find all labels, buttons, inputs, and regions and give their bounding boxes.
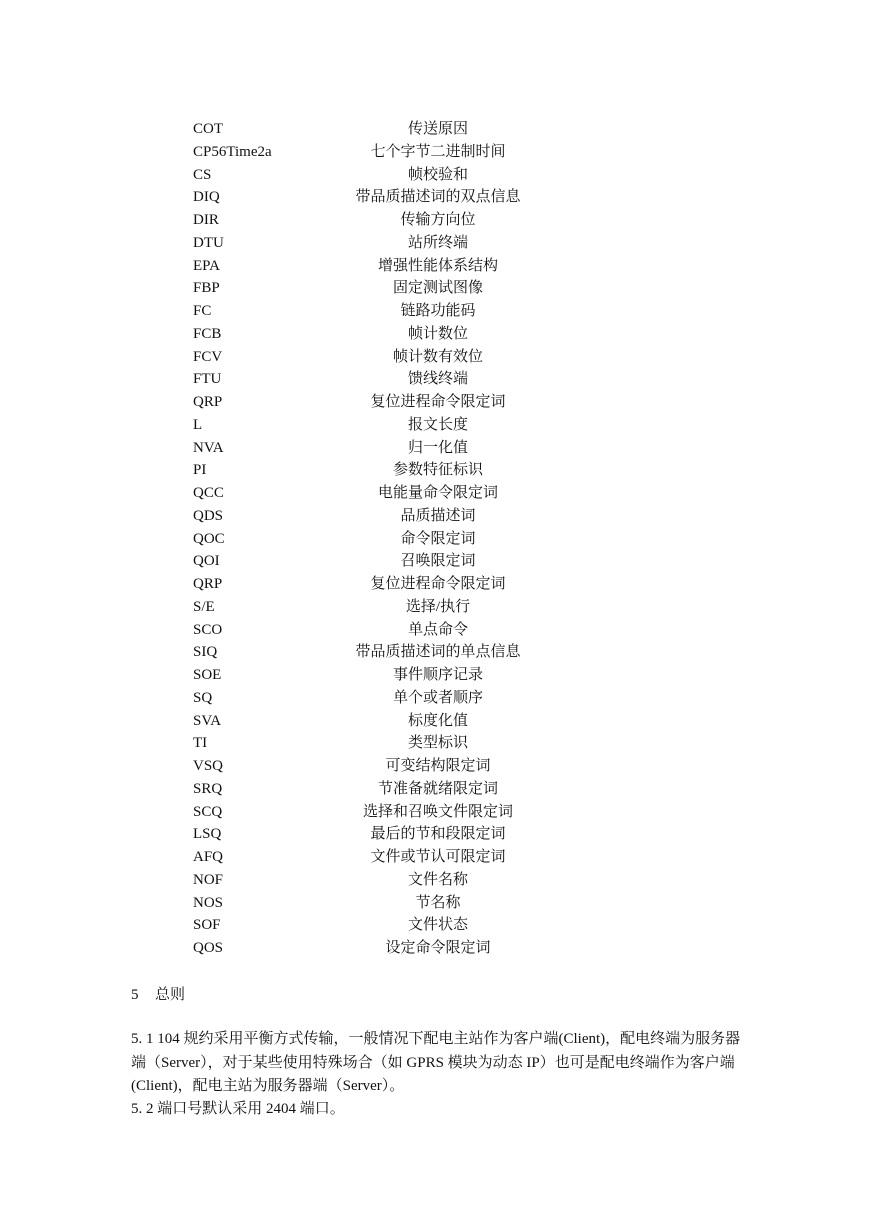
abbreviation-row — [193, 346, 593, 369]
abbreviation-row — [193, 619, 593, 642]
abbreviation-row — [193, 937, 593, 960]
abbreviation-description: 参数特征标识 — [392, 462, 483, 479]
abbreviation-description: 单点命令 — [407, 621, 468, 638]
abbreviation-list — [193, 118, 593, 960]
abbreviation-description: 节准备就绪限定词 — [377, 780, 498, 797]
abbreviation-row — [193, 641, 593, 664]
abbreviation-description: 链路功能码 — [400, 303, 476, 319]
abbreviation-row — [193, 118, 593, 141]
abbreviation-code: L — [193, 416, 203, 433]
abbreviation-code: LSQ — [193, 826, 222, 843]
abbreviation-code: NOF — [193, 871, 224, 888]
abbreviation-description: 命令限定词 — [400, 530, 476, 547]
abbreviation-code: DIQ — [193, 189, 220, 206]
abbreviation-row — [193, 437, 593, 460]
abbreviation-code: FTU — [193, 371, 222, 388]
abbreviation-row — [193, 710, 593, 733]
paragraph-port-number: 5. 2 端口号默认采用 2404 端口。 — [131, 1101, 345, 1117]
abbreviation-row — [193, 664, 593, 687]
abbreviation-code: DIR — [193, 212, 219, 228]
abbreviation-row — [193, 277, 593, 300]
abbreviation-row — [193, 368, 593, 391]
abbreviation-description: 标度化值 — [407, 712, 468, 729]
abbreviation-code: FCB — [193, 325, 222, 342]
abbreviation-code: NOS — [193, 894, 224, 911]
abbreviation-row — [193, 687, 593, 710]
abbreviation-description: 选择和召唤文件限定词 — [362, 803, 513, 820]
abbreviation-description: 帧计数位 — [407, 325, 468, 342]
abbreviation-code: COT — [193, 121, 223, 137]
abbreviation-row — [193, 232, 593, 255]
abbreviation-description: 选择/执行 — [405, 598, 471, 615]
section-heading — [131, 984, 185, 1006]
section-number: 5 — [131, 987, 139, 1003]
abbreviation-row — [193, 914, 593, 937]
abbreviation-description: 设定命令限定词 — [385, 940, 491, 956]
abbreviation-code: QOS — [193, 940, 224, 956]
abbreviation-row — [193, 550, 593, 573]
abbreviation-description: 节名称 — [415, 894, 461, 911]
abbreviation-code: NVA — [193, 439, 224, 456]
abbreviation-code: FC — [193, 303, 212, 319]
abbreviation-description: 传输方向位 — [400, 212, 476, 228]
abbreviation-description: 站所终端 — [407, 234, 468, 251]
abbreviation-row — [193, 596, 593, 619]
abbreviation-row — [193, 801, 593, 824]
abbreviation-description: 固定测试图像 — [392, 280, 483, 297]
abbreviation-description: 类型标识 — [407, 735, 468, 752]
abbreviation-row — [193, 846, 593, 869]
abbreviation-row — [193, 255, 593, 278]
abbreviation-row — [193, 141, 593, 164]
abbreviation-row — [193, 778, 593, 801]
abbreviation-description: 电能量命令限定词 — [377, 485, 498, 501]
abbreviation-code: SOE — [193, 667, 222, 683]
abbreviation-description: 召唤限定词 — [400, 553, 476, 570]
abbreviation-description: 帧校验和 — [407, 166, 468, 183]
abbreviation-row — [193, 459, 593, 482]
abbreviation-code: QRP — [193, 394, 223, 410]
abbreviation-code: SCQ — [193, 803, 223, 820]
abbreviation-code: SCO — [193, 621, 223, 638]
abbreviation-description: 文件或节认可限定词 — [370, 849, 506, 865]
abbreviation-description: 增强性能体系结构 — [377, 257, 498, 274]
abbreviation-code: PI — [193, 462, 207, 479]
abbreviation-row — [193, 573, 593, 596]
abbreviation-code: SRQ — [193, 780, 223, 797]
abbreviation-code: CP56Time2a — [193, 143, 272, 160]
abbreviation-code: QRP — [193, 576, 223, 592]
abbreviation-row — [193, 505, 593, 528]
abbreviation-description: 带品质描述词的单点信息 — [355, 644, 521, 661]
abbreviation-description: 报文长度 — [407, 416, 468, 433]
abbreviation-row — [193, 391, 593, 414]
abbreviation-code: EPA — [193, 257, 220, 274]
abbreviation-code: FBP — [193, 280, 220, 297]
abbreviation-row — [193, 732, 593, 755]
paragraph-transport-mode: 5. 1 104 规约采用平衡方式传输，一般情况下配电主站作为客户端(Client)，配电终端为服务器端（Server），对于某些使用特殊场合（如 GPRS 模块为动态 IP）也可是配电终端作为客户端(Client)，配电主站为服务器端（Server）。 — [131, 1031, 741, 1094]
abbreviation-row — [193, 414, 593, 437]
abbreviation-code: QOI — [193, 553, 220, 570]
abbreviation-code: SOF — [193, 917, 221, 934]
abbreviation-code: TI — [193, 735, 208, 752]
abbreviation-row — [193, 323, 593, 346]
abbreviation-code: AFQ — [193, 849, 224, 865]
abbreviation-row — [193, 528, 593, 551]
abbreviation-description: 复位进程命令限定词 — [370, 394, 506, 410]
abbreviation-code: SVA — [193, 712, 222, 729]
abbreviation-code: DTU — [193, 234, 224, 251]
abbreviation-code: CS — [193, 166, 212, 183]
abbreviation-description: 文件名称 — [407, 871, 468, 888]
abbreviation-description: 单个或者顺序 — [392, 689, 483, 706]
abbreviation-row — [193, 482, 593, 505]
abbreviation-description: 帧计数有效位 — [392, 348, 483, 365]
abbreviation-description: 最后的节和段限定词 — [370, 826, 506, 843]
abbreviation-row — [193, 755, 593, 778]
abbreviation-description: 文件状态 — [407, 917, 468, 934]
abbreviation-row — [193, 300, 593, 323]
abbreviation-code: QCC — [193, 485, 224, 501]
abbreviation-description: 七个字节二进制时间 — [370, 143, 506, 160]
abbreviation-row — [193, 823, 593, 846]
abbreviation-description: 事件顺序记录 — [392, 667, 483, 683]
abbreviation-code: SIQ — [193, 644, 218, 661]
abbreviation-code: FCV — [193, 348, 223, 365]
abbreviation-description: 带品质描述词的双点信息 — [355, 189, 521, 206]
abbreviation-row — [193, 892, 593, 915]
abbreviation-code: QOC — [193, 530, 225, 547]
abbreviation-row — [193, 869, 593, 892]
section-title: 总则 — [155, 987, 186, 1003]
abbreviation-description: 可变结构限定词 — [385, 758, 491, 774]
abbreviation-code: QDS — [193, 507, 224, 524]
abbreviation-row — [193, 186, 593, 209]
abbreviation-description: 品质描述词 — [400, 507, 476, 524]
abbreviation-row — [193, 164, 593, 187]
abbreviation-code: S/E — [193, 598, 215, 615]
abbreviation-description: 归一化值 — [407, 439, 468, 456]
abbreviation-row — [193, 209, 593, 232]
abbreviation-code: SQ — [193, 689, 213, 706]
abbreviation-code: VSQ — [193, 758, 224, 774]
abbreviation-description: 传送原因 — [407, 121, 468, 137]
abbreviation-description: 复位进程命令限定词 — [370, 576, 506, 592]
abbreviation-description: 馈线终端 — [407, 371, 468, 388]
